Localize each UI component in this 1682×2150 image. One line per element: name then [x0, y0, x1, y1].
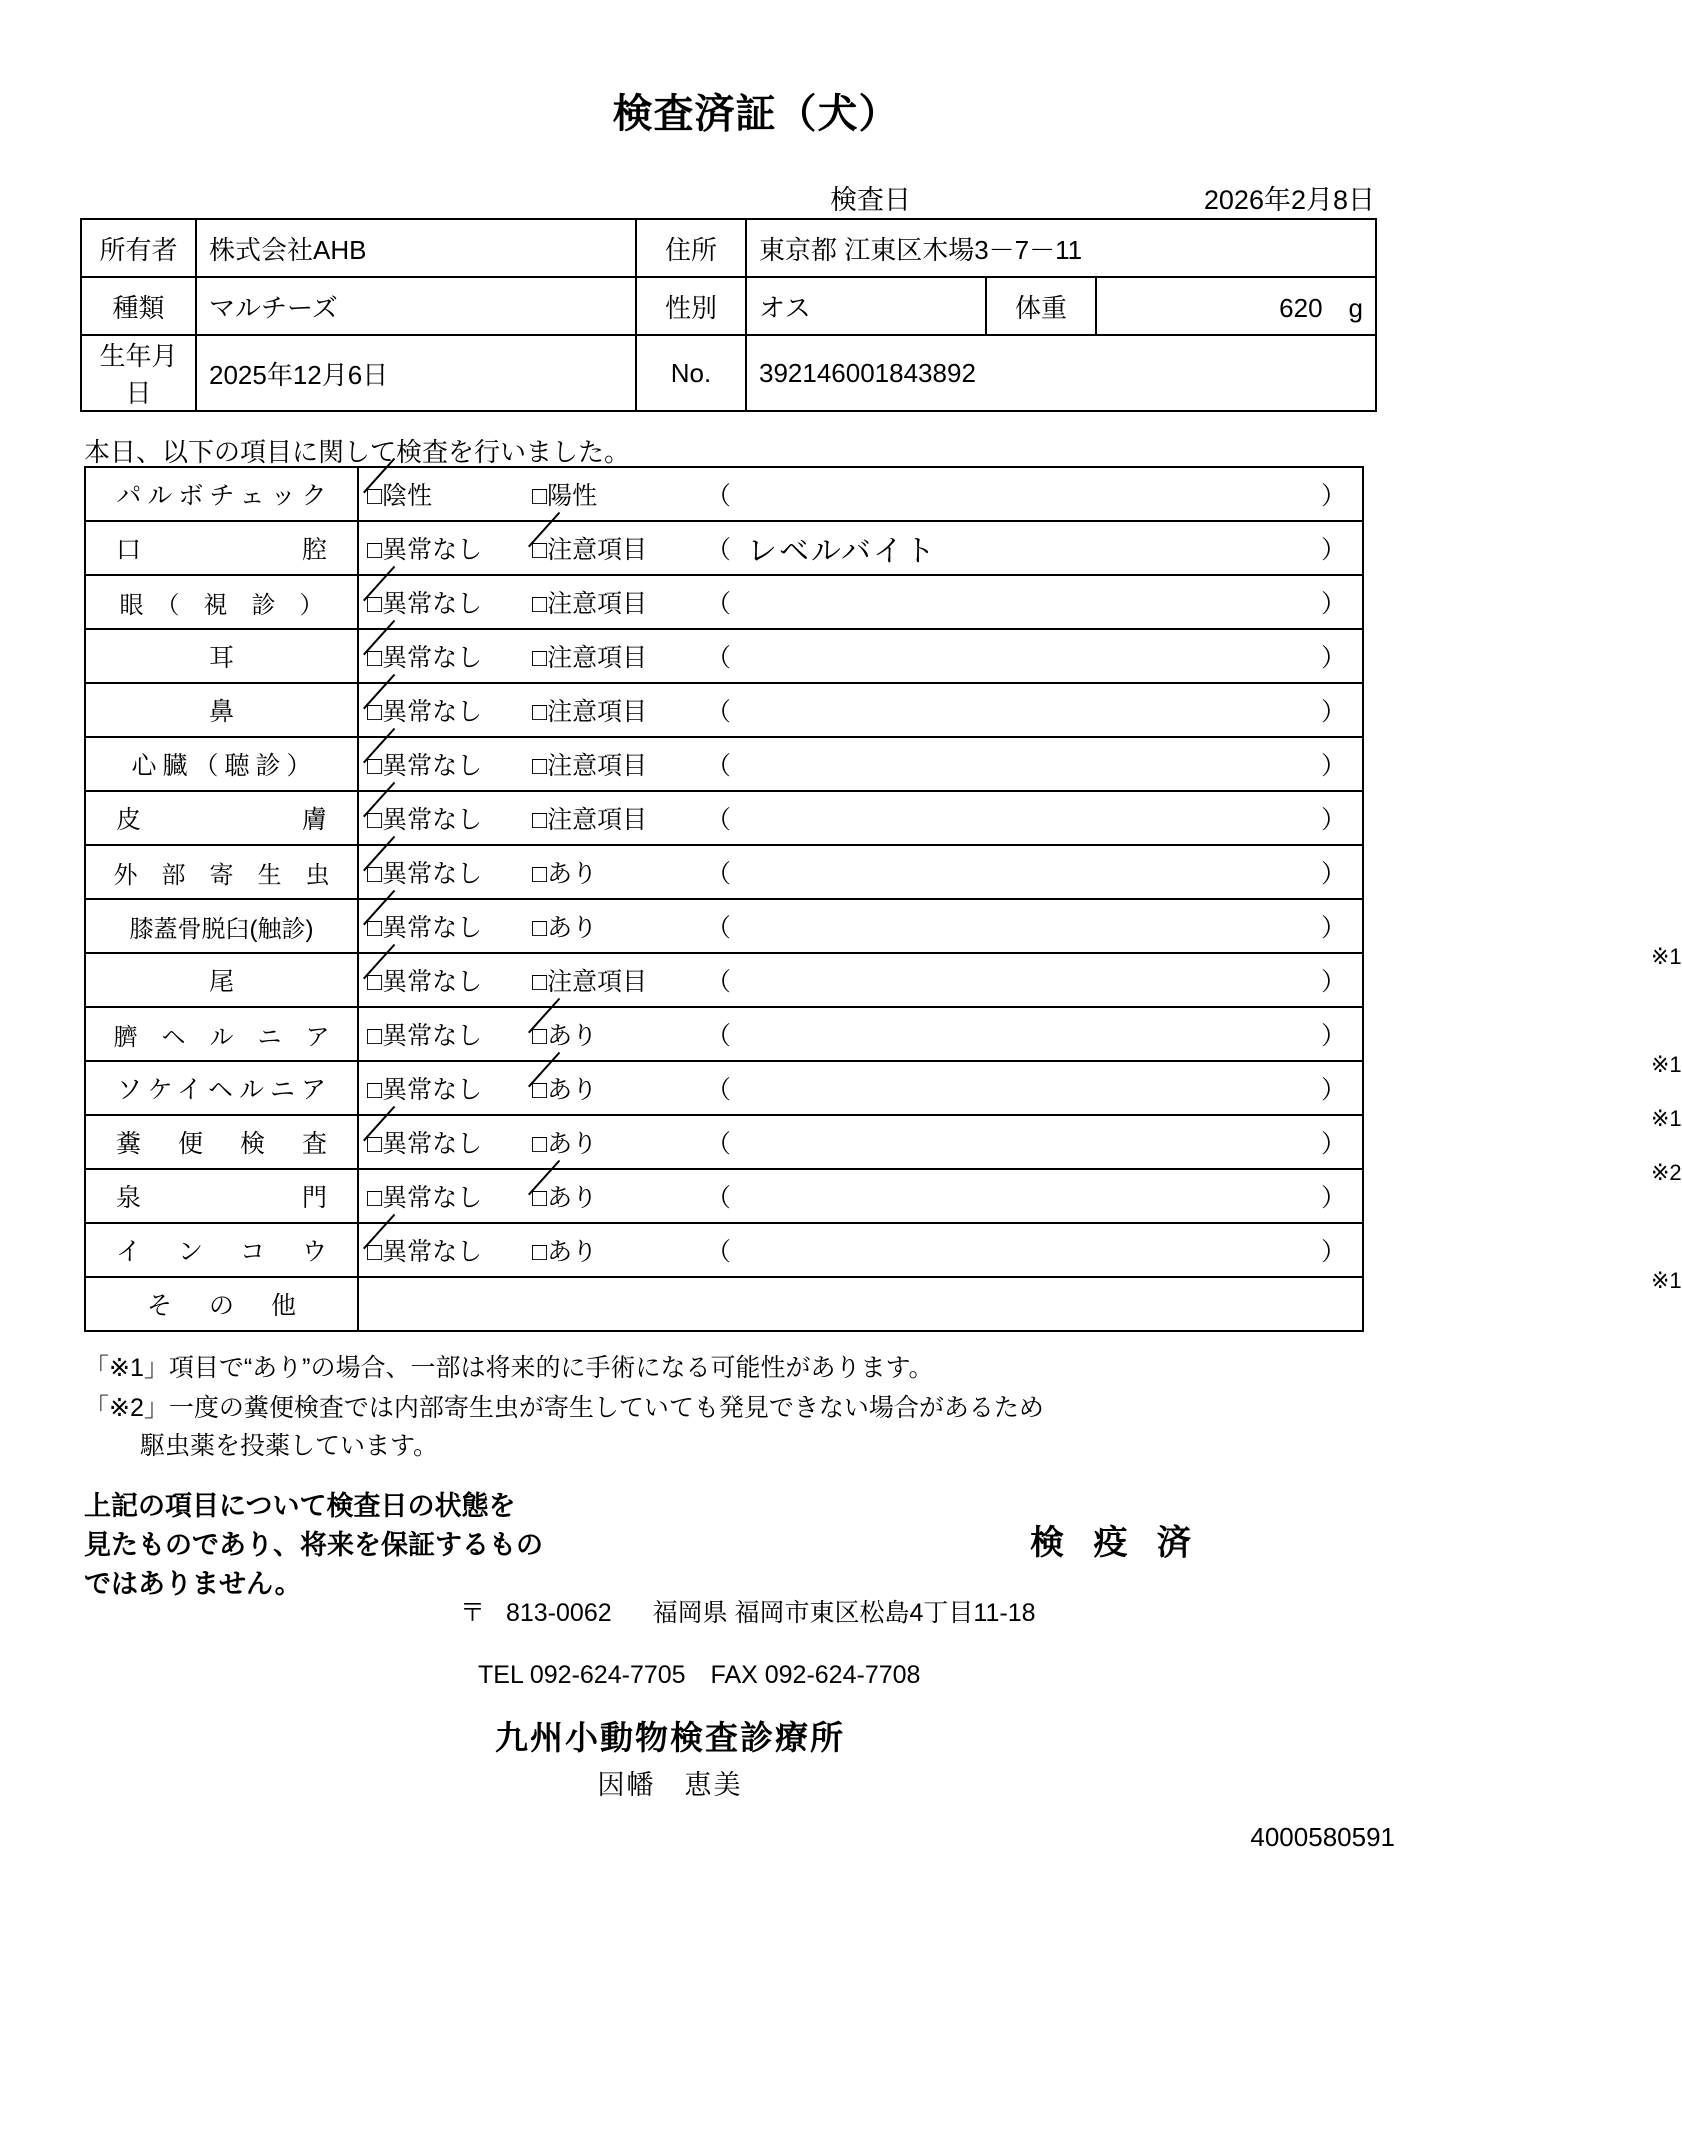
checklist-options-cell: [358, 629, 1363, 683]
table-row: [85, 737, 1363, 791]
table-row: [85, 1277, 1363, 1331]
check-mark-icon: [361, 786, 401, 826]
checkbox-option-2[interactable]: □注意項目: [532, 698, 648, 726]
footnote-marker: ※1: [1651, 1052, 1682, 1077]
checkbox-option-2[interactable]: □あり: [532, 1178, 692, 1214]
checkbox-option-1[interactable]: □異常なし: [367, 746, 532, 782]
header-table: [80, 218, 1377, 412]
remark-paren-open: （: [706, 1022, 732, 1050]
birth-label: 生年月日: [81, 335, 196, 411]
checklist-item-label: イ ン コ ウ: [85, 1223, 358, 1277]
breed-value: マルチーズ: [196, 277, 636, 335]
checkbox-option-1[interactable]: □異常なし: [367, 908, 532, 944]
checkbox-option-1[interactable]: □異常なし: [367, 854, 532, 890]
check-mark-icon: [526, 1164, 566, 1204]
check-mark-icon: [361, 1218, 401, 1258]
checkbox-option-1[interactable]: □異常なし: [367, 638, 532, 674]
no-label: No.: [636, 335, 746, 411]
clinic-name: 九州小動物検査診療所: [495, 1719, 845, 1756]
check-mark-icon: [526, 1056, 566, 1096]
weight-label: 体重: [986, 277, 1096, 335]
table-row: [85, 521, 1363, 575]
remark-paren-open: （: [706, 968, 732, 996]
remark-paren-close: ）: [1320, 590, 1346, 618]
checklist-item-label: パルボチェック: [85, 467, 358, 521]
page-title: 検査済証（犬）: [612, 92, 900, 136]
checklist-options-cell: [358, 845, 1363, 899]
checklist-item-label: 心臓（聴診）: [85, 737, 358, 791]
remark-paren-close: ）: [1320, 968, 1346, 996]
checkbox-option-1[interactable]: □異常なし: [367, 1124, 532, 1160]
checklist-options-cell: [358, 521, 1363, 575]
remark-paren-open: （: [706, 1238, 732, 1266]
exam-date-value: 2026年2月8日: [1203, 185, 1375, 215]
footnote-marker: ※1: [1651, 1106, 1682, 1131]
table-row: [85, 1007, 1363, 1061]
footnote-2-line1: 「※2」一度の糞便検査では内部寄生虫が寄生していても発見できない場合があるため: [84, 1394, 1044, 1422]
postal-mark: 〒: [460, 1599, 486, 1627]
intro-text: 本日、以下の項目に関して検査を行いました。: [84, 437, 631, 467]
checklist-item-label: ソケイヘルニア: [85, 1061, 358, 1115]
quarantine-stamp: 検 疫 済: [1030, 1524, 1201, 1562]
checklist-options-cell: [358, 1169, 1363, 1223]
footnote-1: 「※1」項目で“あり”の場合、一部は将来的に手術になる可能性があります。: [84, 1354, 934, 1382]
disclaimer-line-2: 見たものであり、将来を保証するもの: [84, 1530, 543, 1561]
serial-number: 4000580591: [1250, 1822, 1395, 1852]
table-row: [85, 683, 1363, 737]
remark-paren-close: ）: [1320, 806, 1346, 834]
checklist-item-label: 耳: [85, 629, 358, 683]
owner-label: 所有者: [81, 219, 196, 277]
checklist-options-cell: [358, 575, 1363, 629]
table-row: [85, 1169, 1363, 1223]
address-text: 福岡県 福岡市東区松島4丁目11-18: [652, 1599, 1036, 1627]
checklist-item-label: 膝蓋骨脱臼(触診): [85, 899, 358, 953]
birth-value: 2025年12月6日: [196, 335, 636, 411]
check-mark-icon: [361, 732, 401, 772]
table-row: [85, 575, 1363, 629]
remark-paren-open: （: [706, 1184, 732, 1212]
remark-paren-open: （: [706, 1130, 732, 1158]
checkbox-option-2[interactable]: □あり: [532, 1238, 598, 1266]
table-row: [85, 899, 1363, 953]
remark-paren-open: （: [706, 644, 732, 672]
checklist-item-label: 外 部 寄 生 虫: [85, 845, 358, 899]
checklist-options-cell: [358, 1007, 1682, 1077]
checklist-item-label: 臍 ヘ ル ニ ア: [85, 1007, 358, 1061]
sex-value: オス: [746, 277, 986, 335]
checkbox-option-2[interactable]: □注意項目: [532, 644, 648, 672]
checkbox-option-2[interactable]: □注意項目: [532, 530, 692, 566]
remark-paren-close: ）: [1320, 1022, 1346, 1050]
remark-paren-open: （: [706, 860, 732, 888]
remark-paren-close: ）: [1320, 1184, 1346, 1212]
checkbox-option-2[interactable]: □あり: [532, 860, 598, 888]
checklist-options-cell: [358, 899, 1682, 969]
remark-paren-close: ）: [1320, 1130, 1346, 1158]
checklist-options-cell: [358, 683, 1363, 737]
check-mark-icon: [361, 840, 401, 880]
owner-value: 株式会社AHB: [196, 219, 636, 277]
checkbox-option-2[interactable]: □陽性: [532, 482, 598, 510]
remark-paren-close: ）: [1320, 1238, 1346, 1266]
remark-paren-close: ）: [1320, 644, 1346, 672]
remark-paren-close: ）: [1320, 752, 1346, 780]
check-mark-icon: [361, 678, 401, 718]
checkbox-option-2[interactable]: □あり: [532, 1016, 692, 1052]
clinic-address: [460, 1593, 1036, 1629]
table-row: [85, 845, 1363, 899]
table-row: [81, 277, 1376, 335]
footnote-2-line2: 駆虫薬を投薬しています。: [140, 1432, 439, 1460]
checkbox-option-1[interactable]: □異常なし: [367, 962, 532, 998]
table-row: [81, 219, 1376, 277]
checkbox-option-1[interactable]: □異常なし: [367, 1076, 483, 1104]
footnote-marker: ※2: [1651, 1160, 1682, 1185]
check-mark-icon: [361, 1110, 401, 1150]
checklist-table: [84, 466, 1682, 1332]
check-mark-icon: [361, 570, 401, 610]
checklist-options-cell: [358, 1223, 1682, 1293]
remark-paren-open: （: [706, 914, 732, 942]
remark-paren-close: ）: [1320, 1076, 1346, 1104]
checklist-options-cell: [358, 737, 1363, 791]
table-row: [85, 1115, 1363, 1169]
table-row: [85, 791, 1363, 845]
checkbox-option-2[interactable]: □あり: [532, 914, 598, 942]
remark-paren-open: （: [706, 806, 732, 834]
remark-paren-close: ）: [1320, 482, 1346, 510]
checkbox-option-1[interactable]: □異常なし: [367, 800, 532, 836]
table-row: [81, 335, 1376, 411]
other-value[interactable]: [358, 1277, 1363, 1331]
checkbox-option-2[interactable]: □注意項目: [532, 752, 648, 780]
checklist-item-label: 糞 便 検 査: [85, 1115, 358, 1169]
checkbox-option-1[interactable]: □異常なし: [367, 1232, 532, 1268]
remark-paren-open: （: [706, 590, 732, 618]
checkbox-option-1[interactable]: □異常なし: [367, 584, 532, 620]
checklist-options-cell: [358, 791, 1363, 845]
remark-paren-open: （: [706, 1076, 732, 1104]
table-row: [85, 467, 1363, 521]
checkbox-option-1[interactable]: □異常なし: [367, 536, 483, 564]
checkbox-option-2[interactable]: □注意項目: [532, 590, 648, 618]
postal-code: 813-0062: [505, 1599, 612, 1627]
remark-paren-open: （: [706, 698, 732, 726]
checklist-options-cell: [358, 1115, 1682, 1185]
checklist-options-cell: [358, 1061, 1682, 1131]
remark-paren-open: （: [706, 536, 732, 564]
check-mark-icon: [526, 1002, 566, 1042]
checkbox-option-2[interactable]: □あり: [532, 1070, 692, 1106]
checklist-item-label: 尾: [85, 953, 358, 1007]
check-mark-icon: [361, 948, 401, 988]
checkbox-option-2[interactable]: □あり: [532, 1130, 598, 1158]
weight-value: 620 g: [1096, 277, 1376, 335]
clinic-contact: TEL 092-624-7705 FAX 092-624-7708: [478, 1661, 921, 1689]
checkbox-option-1[interactable]: □異常なし: [367, 1022, 483, 1050]
checkbox-option-1[interactable]: □異常なし: [367, 1184, 483, 1212]
checkbox-option-2[interactable]: □注意項目: [532, 968, 648, 996]
checklist-options-cell: [358, 953, 1363, 1007]
check-mark-icon: [526, 516, 566, 556]
footnote-marker: ※1: [1651, 1268, 1682, 1293]
checkbox-option-1[interactable]: □異常なし: [367, 692, 532, 728]
handwritten-remark: レベルバイト: [747, 535, 937, 568]
check-mark-icon: [361, 624, 401, 664]
other-label: そ の 他: [85, 1277, 358, 1331]
checklist-item-label: 眼 （ 視 診 ）: [85, 575, 358, 629]
address-label: 住所: [636, 219, 746, 277]
breed-label: 種類: [81, 277, 196, 335]
check-mark-icon: [361, 462, 401, 502]
remark-paren-close: ）: [1320, 914, 1346, 942]
remark-paren-close: ）: [1320, 860, 1346, 888]
remark-paren-close: ）: [1320, 536, 1346, 564]
disclaimer-line-1: 上記の項目について検査日の状態を: [84, 1491, 516, 1521]
table-row: [85, 1223, 1363, 1277]
exam-date-label: 検査日: [830, 185, 911, 215]
checkbox-option-1[interactable]: □陰性: [367, 476, 532, 512]
table-row: [85, 953, 1363, 1007]
checklist-item-label: 口 腔: [85, 521, 358, 575]
checklist-item-label: 泉 門: [85, 1169, 358, 1223]
remark-paren-close: ）: [1320, 698, 1346, 726]
table-row: [85, 1061, 1363, 1115]
checklist-item-label: 皮 膚: [85, 791, 358, 845]
checklist-options-cell: [358, 467, 1363, 521]
check-mark-icon: [361, 894, 401, 934]
checkbox-option-2[interactable]: □注意項目: [532, 806, 648, 834]
exam-date-row: [830, 178, 1375, 217]
footnote-marker: ※1: [1651, 944, 1682, 969]
disclaimer: [84, 1487, 543, 1604]
sex-label: 性別: [636, 277, 746, 335]
table-row: [85, 629, 1363, 683]
vet-name: 因幡 恵美: [597, 1770, 743, 1800]
remark-paren-open: （: [706, 752, 732, 780]
checklist-item-label: 鼻: [85, 683, 358, 737]
remark-paren-open: （: [706, 482, 732, 510]
address-value: 東京都 江東区木場3－7－11: [746, 219, 1376, 277]
no-value: 392146001843892: [746, 335, 1376, 411]
disclaimer-line-3: ではありません。: [84, 1569, 302, 1600]
